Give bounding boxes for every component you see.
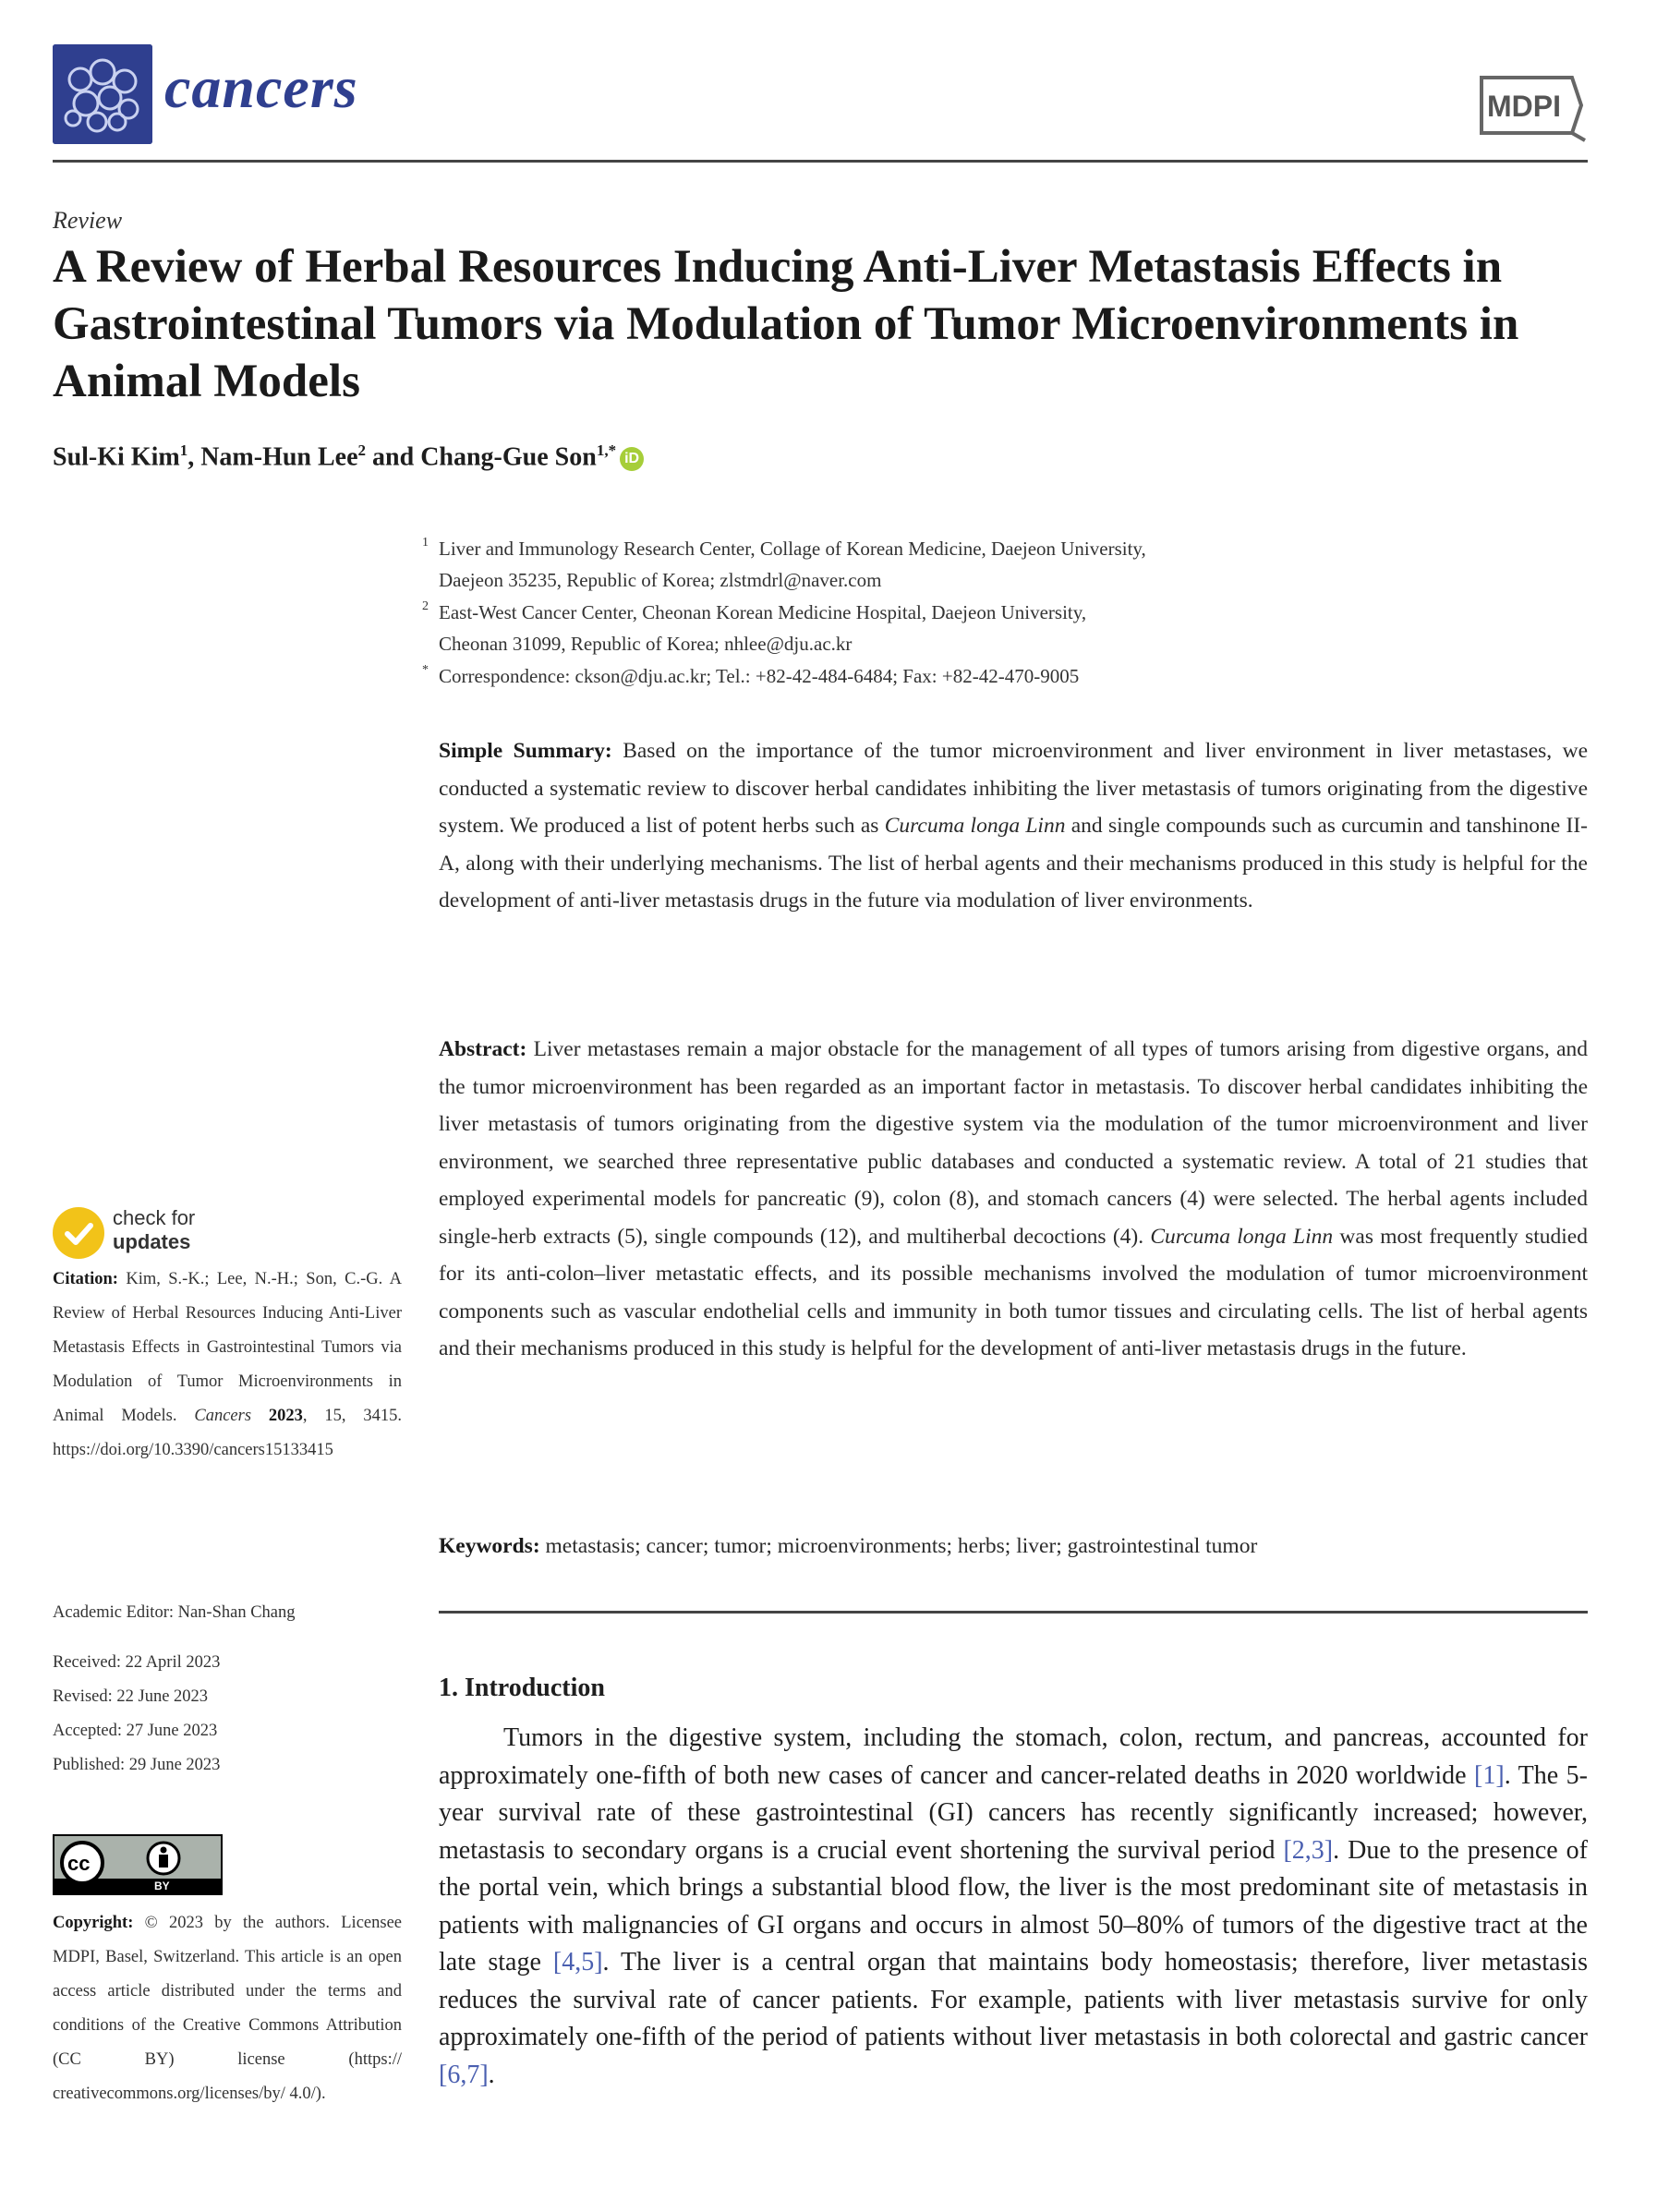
header-rule — [53, 160, 1588, 163]
revised-date: Revised: 22 June 2023 — [53, 1687, 209, 1706]
received-date: Received: 22 April 2023 — [53, 1653, 221, 1672]
orcid-icon[interactable]: iD — [620, 447, 644, 471]
author-list: Sul-Ki Kim$^1$, Nam-Hun Lee$^2$ and Chang-Gue Son$^{1,*}$ iD — [53, 441, 644, 472]
citation-link[interactable]: [6,7] — [439, 2060, 489, 2089]
affiliation-2: 2 East-West Cancer Center, Cheonan Korean Medicine Hospital, Daejeon University, Cheonan 31099, Republic of Korea; nhlee@dju.ac.kr — [422, 599, 1087, 655]
section-divider — [439, 1611, 1588, 1614]
mdpi-logo — [1469, 68, 1587, 142]
author-name: Sul-Ki Kim — [53, 442, 180, 472]
copyright-block: Copyright: © 2023 by the authors. Licensee MDPI, Basel, Switzerland. This article is an open access article distributed under the terms and conditions of the Creative Commons Attribution (CC BY) license (https:// creativecommons.org/licenses/by/ 4.0/). — [53, 1914, 402, 2103]
keywords: Keywords: metastasis; cancer; tumor; microenvironments; herbs; liver; gastrointestinal tumor — [439, 1534, 1258, 1558]
author-name: Chang-Gue Son — [420, 442, 597, 472]
citation-link[interactable]: [2,3] — [1283, 1835, 1334, 1865]
check-for-updates-label-bold[interactable]: updates — [113, 1230, 191, 1253]
article-title: A Review of Herbal Resources Inducing Anti-Liver Metastasis Effects in Gastrointestinal Tumors via Modulation of Tumor Microenvironments in Animal Models — [53, 241, 1519, 407]
check-for-updates-icon[interactable] — [53, 1207, 104, 1259]
journal-name: cancers — [164, 54, 358, 120]
citation-link[interactable]: [4,5] — [552, 1948, 603, 1976]
journal-logo — [53, 44, 152, 144]
author-name: Nam-Hun Lee — [200, 442, 358, 472]
introduction-paragraph: Tumors in the digestive system, including the stomach, colon, rectum, and pancreas, accounted for approximately one-fifth of both new cases of cancer and cancer-related deaths in 2020 worldwide [1]. The 5-year survival rate of these gastrointestinal (GI) cancers has recently significantly increased; however, metastasis to secondary organs is a crucial event shortening the survival period [2,3]. Due to the presence of the portal vein, which brings a substantial blood flow, the liver is the most predominant site of metastasis in patients with malignancies of GI organs and occurs in almost 50–80% of tumors of the digestive tract at the late stage [4,5]. The liver is a central organ that maintains body homeostasis; therefore, liver metastasis reduces the survival rate of cancer patients. For example, patients with liver metastasis survive for only approximately one-fifth of the period of patients without liver metastasis in both colorectal and gastric cancer [6,7]. — [439, 1723, 1588, 2089]
author-affil-mark: 2 — [357, 441, 367, 459]
check-for-updates-label[interactable]: check for — [113, 1206, 196, 1229]
cc-by-license-badge[interactable] — [53, 1834, 223, 1895]
citation-block: Citation: Kim, S.-K.; Lee, N.-H.; Son, C.-G. A Review of Herbal Resources Inducing Anti-Liver Metastasis Effects in Gastrointestinal Tumors via Modulation of Tumor Microenvironments in Animal Models. Cancers 2023, 15, 3415. https://doi.org/10.3390/cancers15133415 — [53, 1270, 403, 1459]
section-heading: 1. Introduction — [439, 1674, 605, 1702]
citation-link[interactable]: [1] — [1474, 1760, 1505, 1790]
published-date: Published: 29 June 2023 — [53, 1756, 221, 1774]
simple-summary: Simple Summary: Based on the importance of the tumor microenvironment and liver environment in liver metastases, we conducted a systematic review to discover herbal candidates inhibiting the liver metastasis of tumors originating from the digestive system. We produced a list of potent herbs such as Curcuma longa Linn and single compounds such as curcumin and tanshinone II-A, along with their underlying mechanisms. The list of herbal agents and their mechanisms produced in this study is helpful for the development of anti-liver metastasis drugs in the future via modulation of liver environments. — [439, 739, 1589, 913]
svg-text:cc: cc — [67, 1852, 91, 1875]
accepted-date: Accepted: 27 June 2023 — [53, 1722, 218, 1740]
correspondence: * Correspondence: ckson@dju.ac.kr; Tel.: +82-42-484-6484; Fax: +82-42-470-9005 — [422, 663, 1080, 687]
author-affil-mark: 1,* — [596, 441, 617, 459]
svg-text:MDPI: MDPI — [1487, 90, 1561, 123]
academic-editor: Academic Editor: Nan-Shan Chang — [53, 1603, 296, 1622]
author-affil-mark: 1 — [179, 441, 188, 459]
abstract: Abstract: Liver metastases remain a major obstacle for the management of all types of tumors arising from digestive organs, and the tumor microenvironment has been regarded as an important factor in metastasis. To discover herbal candidates inhibiting the liver metastasis of tumors originating from the digestive system via the modulation of the tumor microenvironment and liver environment, we searched three representative public databases and conducted a systematic review. A total of 21 studies that employed experimental models for pancreatic (9), colon (8), and stomach cancers (4) were selected. The herbal agents included single-herb extracts (5), single compounds (12), and multiherbal decoctions (4). Curcuma longa Linn was most frequently studied for its anti-colon–liver metastatic effects, and its possible mechanisms involved the modulation of tumor microenvironment components such as vascular endothelial cells and immunity in both tumor tissues and circulating cells. The list of herbal agents and their mechanisms produced in this study is helpful for the development of anti-liver metastasis drugs in the future. — [439, 1037, 1588, 1360]
svg-text:BY: BY — [154, 1880, 170, 1892]
article-type: Review — [53, 207, 123, 234]
affiliation-1: 1 Liver and Immunology Research Center, Collage of Korean Medicine, Daejeon University, Daejeon 35235, Republic of Korea; zlstmdrl@naver.com — [422, 536, 1146, 591]
